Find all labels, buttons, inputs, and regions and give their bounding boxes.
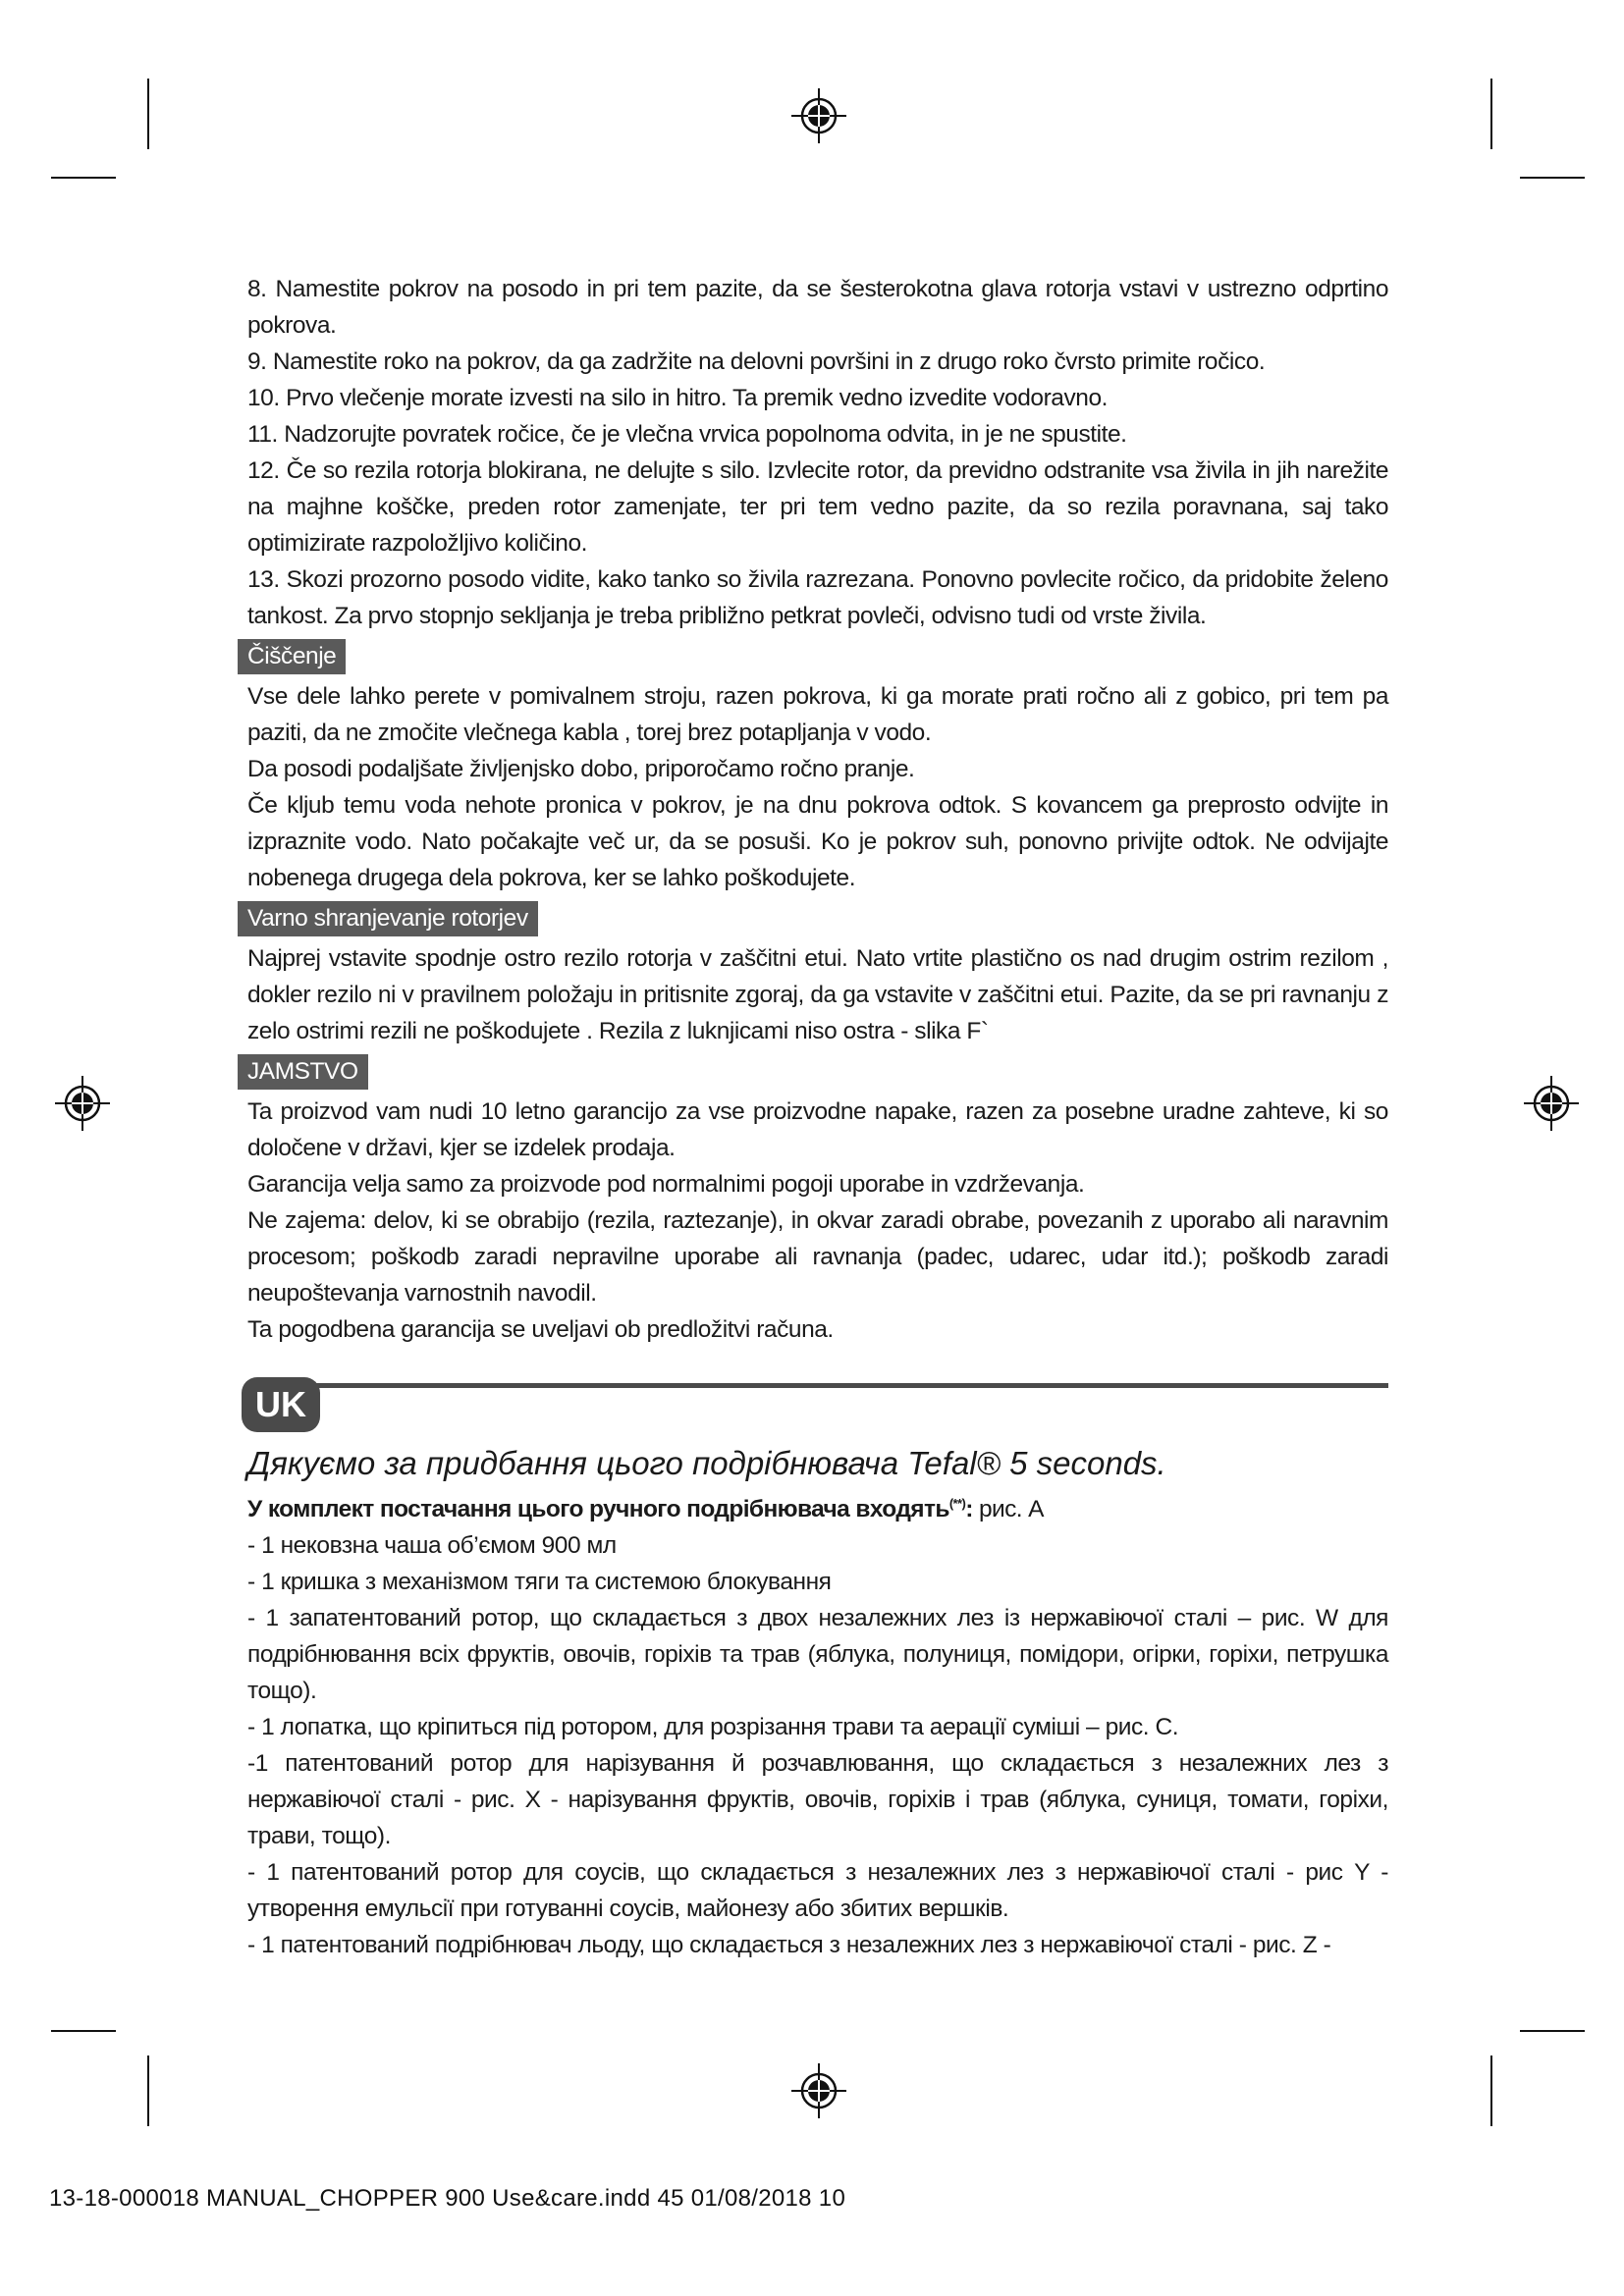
registration-mark-icon bbox=[53, 1074, 112, 1133]
cleaning-paragraph: Da posodi podaljšate življenjsko dobo, priporočamo ročno pranje. bbox=[247, 756, 915, 782]
language-badge: UK bbox=[242, 1377, 320, 1432]
section-heading-storage: Varno shranjevanje rotorjev bbox=[238, 901, 538, 936]
instruction-step: 9. Namestite roko na pokrov, da ga zadržite na delovni površini in z drugo roko čvrsto primite ročico. bbox=[247, 348, 1266, 375]
storage-paragraph: Najprej vstavite spodnje ostro rezilo rotorja v zaščitni etui. Nato vrtite plastično os nad drugim ostrim rezilom , dokler rezilo ni v pravilnem položaju in pritisnite zgoraj, da ga vstavite v zaščitni etui. Pazite, da se pri ravnanju z zelo ostrimi rezili ne poškodujete . Rezila z luknjicami niso ostra - slika F` bbox=[247, 945, 1388, 1044]
kit-item: - 1 патентований подрібнювач льоду, що складається з незалежних лез з нержавіючої сталі - рис. Z - bbox=[247, 1932, 1331, 1959]
registration-mark-icon bbox=[1522, 1074, 1581, 1133]
registration-mark-icon bbox=[789, 2061, 848, 2120]
crop-mark-top-right-vertical bbox=[1490, 79, 1492, 149]
kit-intro-footnote: (**) bbox=[948, 1496, 966, 1511]
instruction-step: 12. Če so rezila rotorja blokirana, ne delujte s silo. Izvlecite rotor, da previdno odstranite vsa živila in jih narežite na majhne koščke, preden rotor zamenjate, ter pri tem vedno pazite, da so rezila poravnana, saj tako optimizirate razpoložljivo količino. bbox=[247, 457, 1388, 557]
uk-kit-intro bbox=[247, 1485, 1388, 1527]
uk-title: Дякуємо за придбання цього подрібнювача Tefal® 5 seconds. bbox=[247, 1445, 1166, 1481]
crop-mark-top-left-horizontal bbox=[51, 177, 116, 179]
kit-item: - 1 нековзна чаша об’ємом 900 мл bbox=[247, 1532, 617, 1560]
section-divider bbox=[306, 1383, 1388, 1388]
warranty-paragraph: Ta proizvod vam nudi 10 letno garancijo za vse proizvodne napake, razen za posebne uradne zahteve, ki so določene v državi, kjer se izdelek prodaja. bbox=[247, 1098, 1388, 1161]
warranty-paragraph: Garancija velja samo za proizvode pod normalnimi pogoji uporabe in vzdrževanja. bbox=[247, 1171, 1085, 1198]
kit-item: - 1 запатентований ротор, що складається з двох незалежних лез із нержавіючої сталі – рис. W для подрібнювання всіх фруктів, овочів, горіхів та трав (яблука, полуниця, помідори, огірки, горіхи, петрушка тощо). bbox=[247, 1605, 1388, 1705]
kit-item: - 1 кришка з механізмом тяги та системою блокування bbox=[247, 1569, 832, 1596]
kit-item: - 1 патентований ротор для соусів, що складається з незалежних лез з нержавіючої сталі - рис Y - утворення емульсії при готуванні соусів, майонезу або збитих вершків. bbox=[247, 1859, 1388, 1923]
section-heading-warranty: JAMSTVO bbox=[238, 1054, 368, 1090]
language-section-header bbox=[247, 1377, 1388, 1442]
crop-mark-bottom-left-horizontal bbox=[51, 2030, 116, 2032]
kit-intro-colon: : bbox=[965, 1496, 973, 1523]
kit-intro-figure-ref: рис. A bbox=[972, 1496, 1044, 1523]
warranty-paragraph: Ne zajema: delov, ki se obrabijo (rezila, raztezanje), in okvar zaradi obrabe, povezanih z uporabo ali naravnim procesom; poškodb zaradi nepravilne uporabe ali ravnanja (padec, udarec, udar itd.); poškodb zaradi neupoštevanja varnostnih navodil. bbox=[247, 1207, 1388, 1307]
kit-item: - 1 лопатка, що кріпиться під ротором, для розрізання трави та аерації суміші – рис. C. bbox=[247, 1714, 1179, 1741]
print-slug-footer: 13-18-000018 MANUAL_CHOPPER 900 Use&care.indd 45 01/08/2018 10 bbox=[49, 2185, 846, 2212]
registration-mark-icon bbox=[789, 86, 848, 145]
crop-mark-top-right-horizontal bbox=[1520, 177, 1585, 179]
manual-page-content bbox=[247, 271, 1388, 1963]
crop-mark-bottom-left-vertical bbox=[147, 2056, 149, 2126]
instruction-step: 11. Nadzorujte povratek ročice, če je vlečna vrvica popolnoma odvita, in je ne spustite. bbox=[247, 421, 1127, 448]
crop-mark-bottom-right-vertical bbox=[1490, 2056, 1492, 2126]
kit-intro-text: У комплект постачання цього ручного подрібнювача входять bbox=[247, 1496, 949, 1523]
kit-item: -1 патентований ротор для нарізування й розчавлювання, що складається з незалежних лез з нержавіючої сталі - рис. X - нарізування фруктів, овочів, горіхів і трав (яблука, суниця, томати, горіхи, трави, тощо). bbox=[247, 1750, 1388, 1850]
instruction-step: 8. Namestite pokrov na posodo in pri tem pazite, da se šesterokotna glava rotorja vstavi v ustrezno odprtino pokrova. bbox=[247, 276, 1388, 339]
cleaning-paragraph: Če kljub temu voda nehote pronica v pokrov, je na dnu pokrova odtok. S kovancem ga preprosto odvijte in izpraznite vodo. Nato počakajte več ur, da se posuši. Ko je pokrov suh, ponovno privijte odtok. Ne odvijajte nobenega drugega dela pokrova, ker se lahko poškodujete. bbox=[247, 792, 1388, 891]
warranty-paragraph: Ta pogodbena garancija se uveljavi ob predložitvi računa. bbox=[247, 1316, 834, 1343]
crop-mark-bottom-right-horizontal bbox=[1520, 2030, 1585, 2032]
cleaning-paragraph: Vse dele lahko perete v pomivalnem stroju, razen pokrova, ki ga morate prati ročno ali z gobico, pri tem pa paziti, da ne zmočite vlečnega kabla , torej brez potapljanja v vodo. bbox=[247, 683, 1388, 746]
instruction-step: 13. Skozi prozorno posodo vidite, kako tanko so živila razrezana. Ponovno povlecite ročico, da pridobite želeno tankost. Za prvo stopnjo sekljanja je treba približno petkrat povleči, odvisno tudi od vrste živila. bbox=[247, 566, 1388, 629]
crop-mark-top-left-vertical bbox=[147, 79, 149, 149]
instruction-step: 10. Prvo vlečenje morate izvesti na silo in hitro. Ta premik vedno izvedite vodoravno. bbox=[247, 385, 1108, 411]
section-heading-cleaning: Čiščenje bbox=[238, 639, 346, 674]
